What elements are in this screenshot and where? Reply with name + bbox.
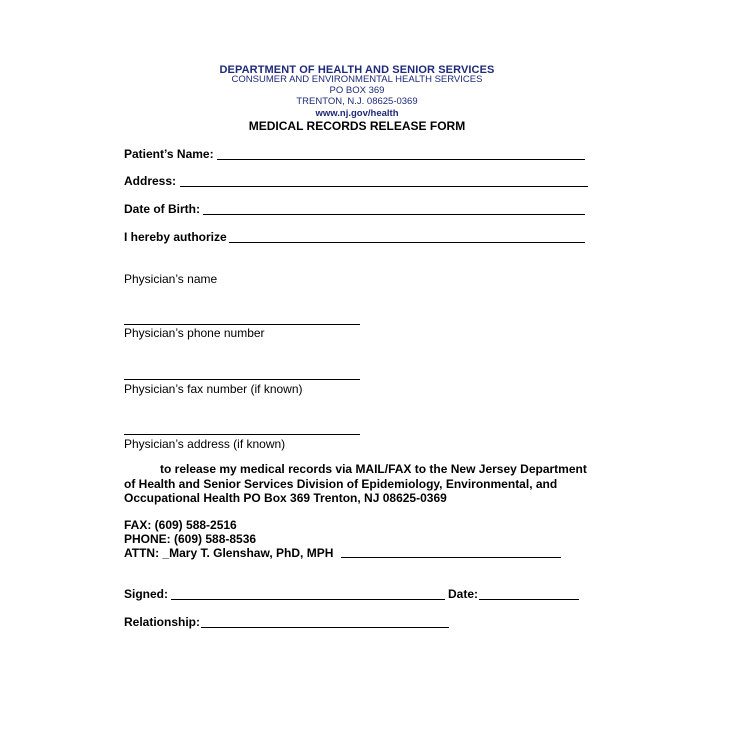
release-text-line-1: to release my medical records via MAIL/FAX to the New Jersey Department (160, 462, 587, 476)
release-text-line-2: of Health and Senior Services Division of Epidemiology, Environmental, and (124, 477, 558, 491)
signature-field[interactable] (171, 599, 445, 600)
po-box: PO BOX 369 (329, 85, 385, 96)
date-label: Date: (448, 587, 479, 601)
attention-line: ATTN: _Mary T. Glenshaw, PhD, MPH (124, 546, 334, 560)
date-field[interactable] (479, 599, 579, 600)
release-text-line-3: Occupational Health PO Box 369 Trenton, NJ 08625-0369 (124, 491, 447, 505)
division-name: CONSUMER AND ENVIRONMENTAL HEALTH SERVICES (231, 74, 483, 85)
relationship-field[interactable] (201, 627, 449, 628)
authorize-label: I hereby authorize (124, 230, 227, 244)
signed-label: Signed: (124, 587, 168, 601)
physician-name-label: Physician’s name (124, 272, 218, 286)
dob-field[interactable] (203, 214, 585, 215)
patient-name-field[interactable] (217, 159, 585, 160)
form-title: MEDICAL RECORDS RELEASE FORM (248, 119, 466, 133)
city-address: TRENTON, N.J. 08625-0369 (296, 96, 418, 107)
relationship-label: Relationship: (124, 615, 201, 629)
phone-number: PHONE: (609) 588-8536 (124, 532, 257, 546)
physician-address-label: Physician’s address (if known) (124, 437, 286, 451)
address-field[interactable] (180, 186, 588, 187)
attention-field[interactable] (341, 557, 561, 558)
dob-label: Date of Birth: (124, 202, 200, 216)
authorize-field[interactable] (229, 242, 585, 243)
physician-phone-field[interactable] (124, 379, 360, 380)
physician-fax-label: Physician’s fax number (if known) (124, 382, 303, 396)
physician-fax-field[interactable] (124, 434, 360, 435)
physician-phone-label: Physician’s phone number (124, 326, 265, 340)
patient-name-label: Patient’s Name: (124, 147, 214, 161)
physician-name-field[interactable] (124, 324, 360, 325)
website-link[interactable]: www.nj.gov/health (315, 108, 399, 119)
address-label: Address: (124, 174, 177, 188)
fax-number: FAX: (609) 588-2516 (124, 518, 237, 532)
department-name: DEPARTMENT OF HEALTH AND SENIOR SERVICES (219, 64, 495, 76)
